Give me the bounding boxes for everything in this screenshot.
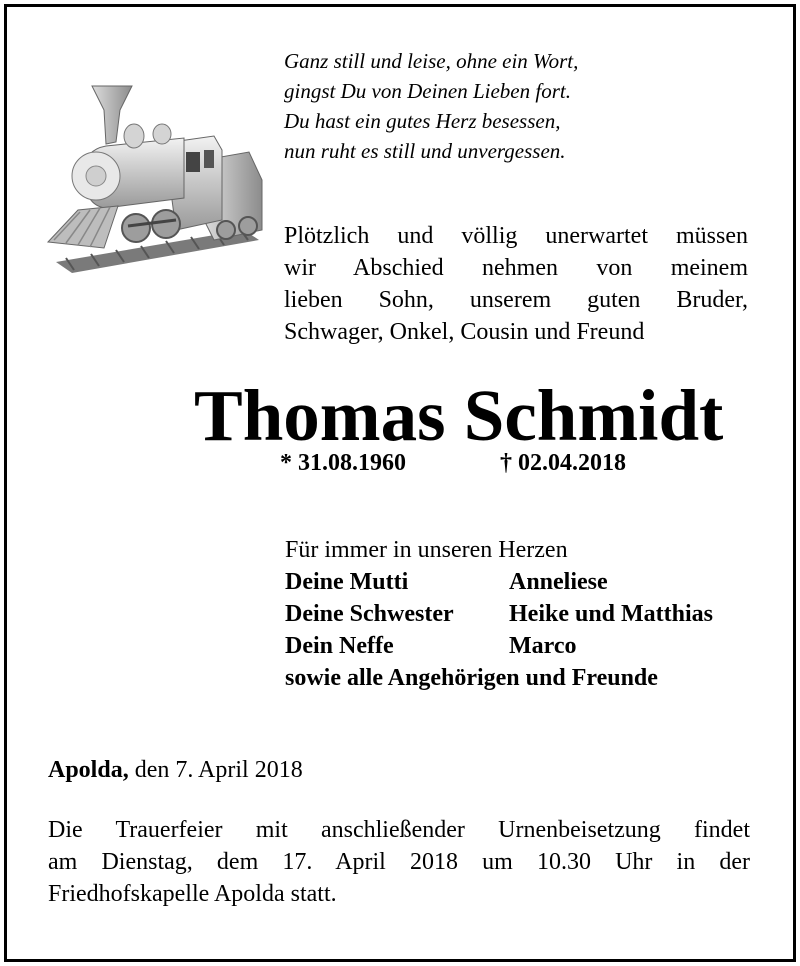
family-row (285, 630, 765, 662)
funeral-info (48, 814, 750, 910)
family-relation: Deine Mutti (285, 569, 409, 595)
poem (284, 46, 704, 166)
poem-line: Ganz still und leise, ohne ein Wort, (284, 49, 579, 73)
intro-line: Schwager, Onkel, Cousin und Freund (284, 319, 645, 345)
family-names: Heike und Matthias (509, 601, 714, 627)
place-name: Apolda, (48, 757, 129, 783)
birth-date: * 31.08.1960 (280, 450, 406, 476)
family-relation: Dein Neffe (285, 633, 394, 659)
steam-locomotive-icon (44, 80, 266, 275)
family-signatures (285, 534, 765, 694)
notice-date: den 7. April 2018 (134, 757, 303, 783)
intro-line: lieben Sohn, unserem guten Bruder, (284, 287, 748, 313)
family-relation: Deine Schwester (285, 601, 454, 627)
family-row (285, 566, 765, 598)
place-date (48, 754, 303, 786)
poem-line: gingst Du von Deinen Lieben fort. (284, 79, 571, 103)
funeral-line: am Dienstag, dem 17. April 2018 um 10.30 Uhr in der (48, 849, 750, 875)
family-names: Marco (509, 633, 577, 659)
death-date: † 02.04.2018 (500, 450, 626, 476)
poem-line: Du hast ein gutes Herz besessen, (284, 109, 561, 133)
funeral-line: Friedhofskapelle Apolda statt. (48, 881, 337, 907)
family-heading: Für immer in unseren Herzen (285, 537, 568, 563)
intro-text (284, 220, 748, 348)
family-names: Anneliese (509, 569, 608, 595)
intro-line: Plötzlich und völlig unerwartet müssen (284, 223, 748, 249)
family-closing: sowie alle Angehörigen und Freunde (285, 665, 658, 691)
deceased-name: Thomas Schmidt (194, 375, 724, 456)
funeral-line: Die Trauerfeier mit anschließender Urnenbeisetzung findet (48, 817, 750, 843)
intro-line: wir Abschied nehmen von meinem (284, 255, 748, 281)
family-row (285, 598, 765, 630)
poem-line: nun ruht es still und unvergessen. (284, 139, 566, 163)
